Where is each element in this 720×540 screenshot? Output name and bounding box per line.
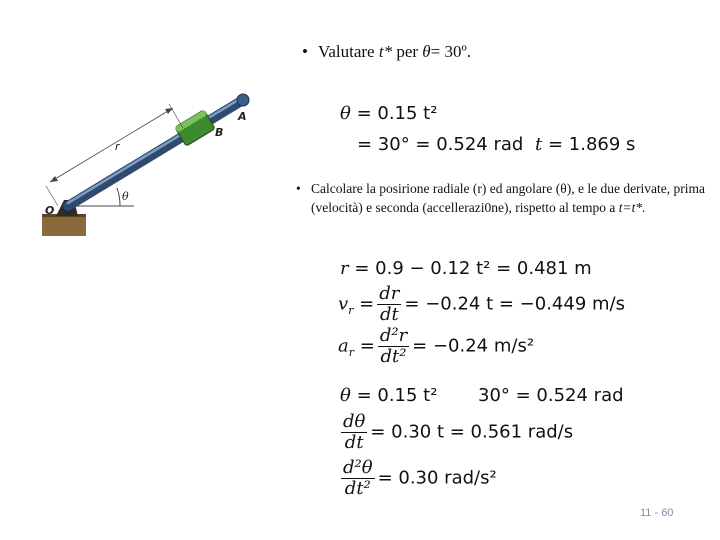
eq-ddtheta: $\frac{\text{d²θ}}{\text{dt²}}$ = 0.30 rad/s² (343, 457, 497, 499)
title-tstar: t* (378, 42, 393, 61)
page-number: 11 - 60 (640, 507, 674, 519)
label-r: r (115, 140, 120, 153)
eq-r: r = 0.9 − 0.12 t² = 0.481 m (340, 258, 592, 279)
eq-vr: $v_r$ = $\frac{dr}{dt}$ = −0.24 t = −0.449 m/s (338, 283, 625, 325)
label-theta: θ (122, 190, 129, 203)
eq-theta-time: θ = 0.15 t² (340, 103, 438, 124)
eq-ar: $a_r$ = $\frac{\text{d²r}}{\text{dt²}}$ = −0.24 m/s² (338, 325, 535, 367)
bullet-marker: • (302, 42, 308, 61)
eq-theta-value: = 30° = 0.524 rad (357, 134, 524, 155)
theta-arc (117, 188, 120, 206)
title-theta: θ (422, 42, 431, 61)
paragraph-text: Calcolare la posirione radiale (r) ed angolare (θ), e le due derivate, prima (velocità) e seconda (accellerazi0ne), rispetto al tempo a (311, 181, 706, 215)
eq-t-value: t = 1.869 s (535, 134, 636, 155)
instruction-paragraph (296, 179, 716, 217)
label-B: B (215, 126, 224, 139)
r-dimension-line (50, 108, 173, 182)
paragraph-tstar: t=t*. (618, 200, 646, 215)
ground-block (42, 216, 86, 236)
paragraph-bullet: • (296, 181, 301, 196)
label-O: O (45, 204, 55, 217)
eq-dtheta: $\frac{d\theta}{dt}$ = 0.30 t = 0.561 rad/s (343, 411, 574, 453)
title-bullet (302, 42, 471, 62)
title-per: per (392, 42, 423, 61)
eq-theta2-value: 30° = 0.524 rad (478, 385, 624, 406)
title-text-pre: Valutare (317, 42, 379, 61)
rod-end-A (237, 94, 249, 106)
rod (68, 100, 243, 206)
rod-collar-figure (38, 88, 258, 238)
label-A: A (238, 110, 247, 123)
title-value: = 30º. (430, 42, 472, 61)
eq-theta2: θ = 0.15 t² (340, 385, 438, 406)
